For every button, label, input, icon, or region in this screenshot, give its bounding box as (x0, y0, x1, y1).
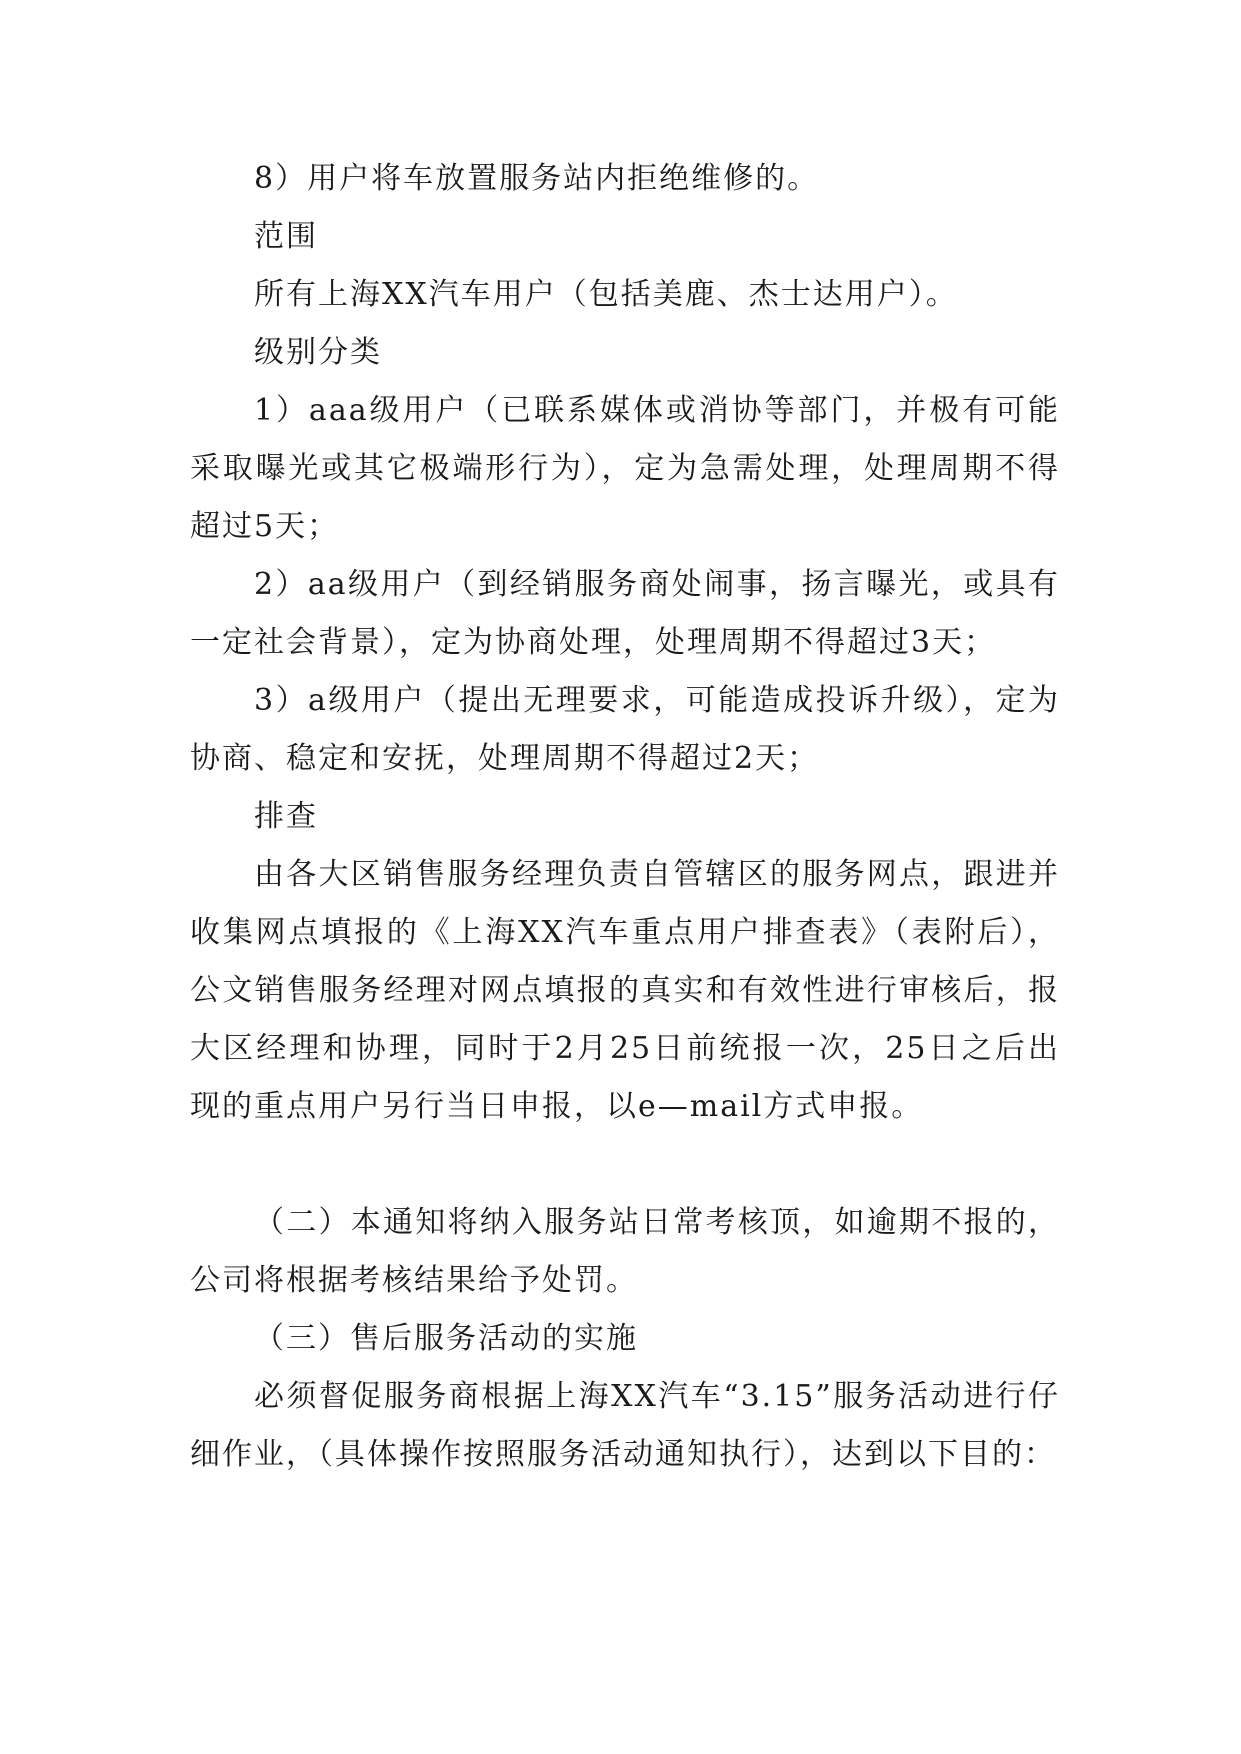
paragraph-level-aa: 2）aa级用户（到经销服务商处闹事，扬言曝光，或具有一定社会背景），定为协商处理，处理周期不得超过3天； (190, 567, 1060, 660)
document-body (190, 150, 1060, 1484)
paragraph-level-a: 3）a级用户（提出无理要求，可能造成投诉升级），定为协商、稳定和安抚，处理周期不得超过2天； (190, 683, 1060, 776)
heading-scope: 范围 (254, 219, 318, 254)
heading-investigation: 排查 (254, 799, 318, 834)
heading-level-classification: 级别分类 (254, 335, 382, 370)
paragraph-section-three: 必须督促服务商根据上海XX汽车“3.15”服务活动进行仔细作业，（具体操作按照服务活动通知执行），达到以下目的： (190, 1379, 1060, 1472)
paragraph-investigation: 由各大区销售服务经理负责自管辖区的服务网点，跟进并收集网点填报的《上海XX汽车重点用户排查表》（表附后），公文销售服务经理对网点填报的真实和有效性进行审核后，报大区经理和协理，同时于2月25日前统报一次，25日之后出现的重点用户另行当日申报，以e—mail方式申报。 (190, 857, 1060, 1124)
paragraph-scope: 所有上海XX汽车用户（包括美鹿、杰士达用户）。 (254, 277, 958, 312)
paragraph-item-8: 8）用户将车放置服务站内拒绝维修的。 (254, 161, 820, 196)
paragraph-section-two: （二）本通知将纳入服务站日常考核顶，如逾期不报的，公司将根据考核结果给予处罚。 (190, 1205, 1060, 1298)
heading-section-three: （三）售后服务活动的实施 (254, 1321, 638, 1356)
paragraph-spacer (190, 1136, 1060, 1194)
paragraph-level-aaa: 1）aaa级用户（已联系媒体或消协等部门，并极有可能采取曝光或其它极端形行为），定为急需处理，处理周期不得超过5天； (190, 393, 1060, 544)
